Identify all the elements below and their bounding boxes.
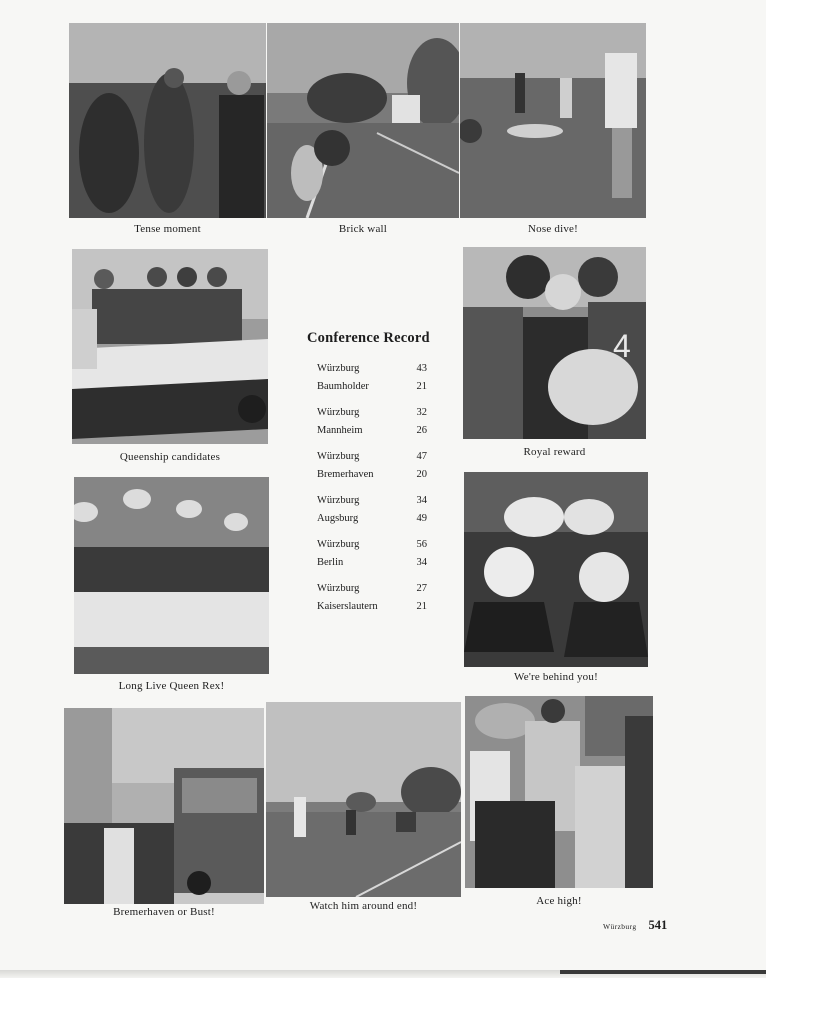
home-team: Würzburg [317, 407, 360, 418]
photo-nose-dive [460, 23, 646, 218]
photo-were-behind-you [464, 472, 648, 667]
home-score: 27 [416, 583, 427, 594]
opponent-team: Berlin [317, 556, 344, 568]
bottom-rule [560, 970, 766, 974]
home-score: 32 [416, 407, 427, 418]
photo-queenship-candidates [72, 249, 268, 444]
caption-were-behind-you: We're behind you! [514, 671, 598, 683]
home-team: Würzburg [317, 495, 360, 506]
game-5 [317, 536, 427, 571]
opponent-score: 21 [416, 600, 427, 612]
opponent-score: 26 [416, 424, 427, 436]
home-team: Würzburg [317, 451, 360, 462]
footer-school-name: Würzburg [603, 922, 637, 931]
opponent-score: 49 [416, 512, 427, 524]
home-score: 56 [416, 539, 427, 550]
game-3 [317, 448, 427, 483]
caption-queenship-candidates: Queenship candidates [119, 451, 221, 463]
caption-tense-moment: Tense moment [134, 223, 201, 235]
game-1 [317, 360, 427, 395]
conference-record-title: Conference Record [307, 330, 430, 346]
conference-record-table [317, 360, 427, 624]
home-score: 34 [416, 495, 427, 506]
home-score: 43 [416, 363, 427, 374]
opponent-team: Mannheim [317, 424, 363, 436]
home-score: 47 [416, 451, 427, 462]
caption-long-live-queen-rex: Long Live Queen Rex! [118, 680, 225, 692]
home-team: Würzburg [317, 583, 360, 594]
opponent-score: 34 [416, 556, 427, 568]
photo-long-live-queen-rex [74, 477, 269, 674]
opponent-team: Augsburg [317, 512, 359, 524]
page-footer [603, 918, 667, 933]
photo-ace-high [465, 696, 653, 888]
game-4 [317, 492, 427, 527]
caption-nose-dive: Nose dive! [528, 223, 578, 235]
opponent-score: 20 [416, 468, 427, 480]
opponent-team: Kaiserslautern [317, 600, 378, 612]
caption-bremerhaven-or-bust: Bremerhaven or Bust! [113, 906, 215, 918]
page-number: 541 [648, 918, 668, 932]
caption-royal-reward: Royal reward [523, 446, 586, 458]
home-team: Würzburg [317, 363, 360, 374]
photo-watch-him-around-end [266, 702, 461, 897]
svg-text:4: 4 [613, 328, 631, 364]
opponent-team: Baumholder [317, 380, 369, 392]
home-team: Würzburg [317, 539, 360, 550]
caption-brick-wall: Brick wall [338, 223, 388, 235]
opponent-score: 21 [416, 380, 427, 392]
caption-watch-him-around-end: Watch him around end! [309, 900, 418, 912]
opponent-team: Bremerhaven [317, 468, 374, 480]
game-6 [317, 580, 427, 615]
photo-tense-moment [69, 23, 266, 218]
photo-brick-wall [267, 23, 459, 218]
game-2 [317, 404, 427, 439]
photo-royal-reward [463, 247, 646, 439]
caption-ace-high: Ace high! [536, 895, 582, 907]
photo-bremerhaven-or-bust [64, 708, 264, 904]
